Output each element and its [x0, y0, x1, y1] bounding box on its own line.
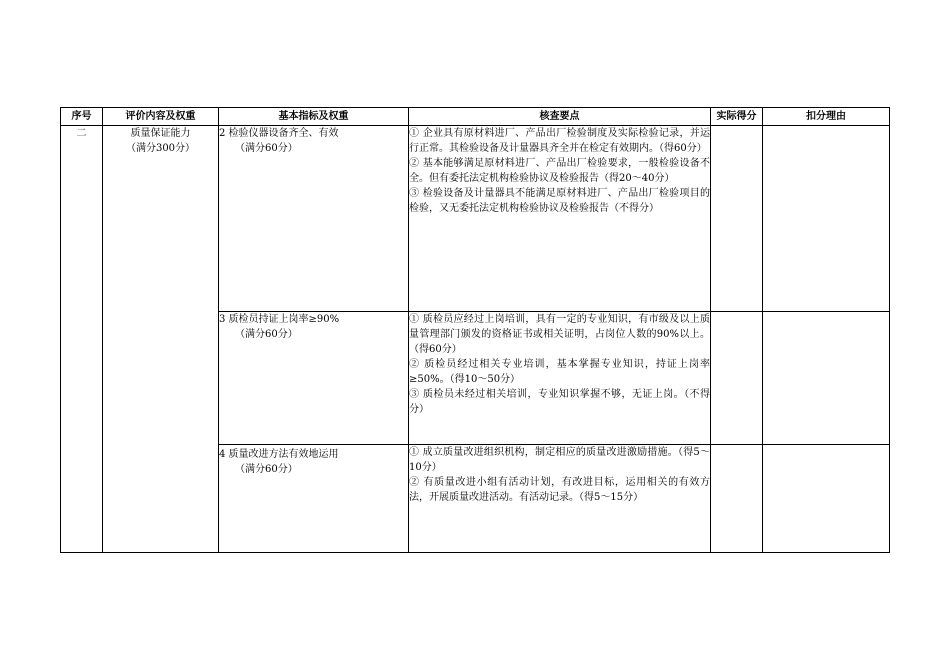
check-point: ① 质检员应经过上岗培训，具有一定的专业知识，有市级及以上质量管理部门颁发的资格证书或相关证明，占岗位人数的90%以上。（得60分） [409, 314, 710, 355]
actual-score-cell[interactable] [711, 445, 763, 553]
indicator-weight: （满分60分） [235, 329, 298, 340]
table-row [61, 126, 890, 312]
evaluation-table [60, 107, 890, 553]
actual-score-cell[interactable] [711, 126, 763, 312]
header-indicator: 基本指标及权重 [219, 108, 409, 126]
section-title: 质量保证能力 [130, 128, 191, 139]
check-point: ② 质检员经过相关专业培训，基本掌握专业知识，持证上岗率≥50%。（得10～50分） [409, 359, 710, 385]
header-score: 实际得分 [711, 108, 763, 126]
check-points-cell [409, 126, 711, 312]
deduction-reason-cell[interactable] [763, 445, 890, 553]
header-seq: 序号 [61, 108, 103, 126]
header-reason: 扣分理由 [763, 108, 890, 126]
actual-score-cell[interactable] [711, 312, 763, 445]
indicator-cell [219, 445, 409, 553]
check-point: ② 基本能够满足原材料进厂、产品出厂检验要求，一般检验设备不全。但有委托法定机构检验协议及检验报告（得20～40分） [409, 158, 710, 184]
section-seq: 二 [61, 126, 103, 553]
deduction-reason-cell[interactable] [763, 312, 890, 445]
indicator-cell [219, 312, 409, 445]
indicator-cell [219, 126, 409, 312]
section-weight: （满分300分） [125, 143, 196, 154]
deduction-reason-cell[interactable] [763, 126, 890, 312]
indicator-weight: （满分60分） [235, 143, 298, 154]
indicator-label: 2 检验仪器设备齐全、有效 [219, 128, 339, 139]
check-point: ① 企业具有原材料进厂、产品出厂检验制度及实际检验记录，并运行正常。其检验设备及计量器具齐全并在检定有效期内。（得60分） [409, 128, 710, 154]
indicator-label: 3 质检员持证上岗率≥90% [219, 314, 340, 325]
header-row [61, 108, 890, 126]
header-content: 评价内容及权重 [103, 108, 219, 126]
check-points-cell [409, 312, 711, 445]
check-point: ③ 检验设备及计量器具不能满足原材料进厂、产品出厂检验项目的检验，又无委托法定机构检验协议及检验报告（不得分） [409, 188, 710, 214]
check-point: ③ 质检员未经过相关培训，专业知识掌握不够，无证上岗。（不得分） [409, 389, 710, 415]
check-point: ② 有质量改进小组有活动计划，有改进目标，运用相关的有效方法，开展质量改进活动。有活动记录。（得5～15分） [409, 477, 710, 503]
indicator-weight: （满分60分） [235, 464, 298, 475]
indicator-label: 4 质量改进方法有效地运用 [219, 449, 339, 460]
check-points-cell [409, 445, 711, 553]
section-content [103, 126, 219, 553]
check-point: ① 成立质量改进组织机构，制定相应的质量改进激励措施。（得5～10分） [409, 447, 710, 473]
header-check: 核查要点 [409, 108, 711, 126]
